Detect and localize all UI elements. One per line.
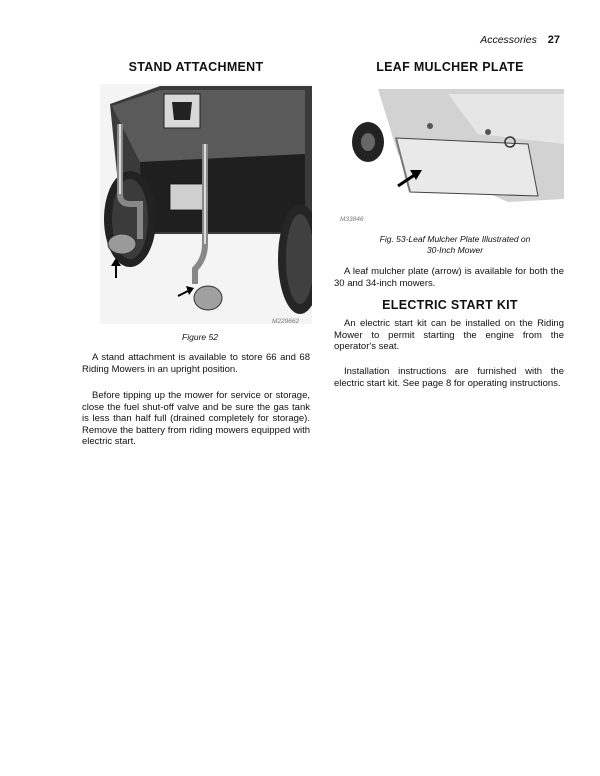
leaf-mulcher-heading: LEAF MULCHER PLATE <box>376 60 524 74</box>
leaf-mulcher-photo <box>338 84 564 216</box>
figure-53-code: M33846 <box>340 216 364 223</box>
page-number: 27 <box>547 34 560 46</box>
figure-52-code: M229662 <box>272 318 300 325</box>
figure-53-caption-line-1: Fig. 53-Leaf Mulcher Plate Illustrated on <box>379 234 531 244</box>
figure-53-caption <box>360 234 550 255</box>
electric-paragraph-2: Installation instructions are furnished with the electric start kit. See page 8 for operating instructions. <box>334 366 564 389</box>
mulcher-paragraph: A leaf mulcher plate (arrow) is available for both the 30 and 34-inch mowers. <box>334 266 564 289</box>
figure-53-caption-line-2: 30-Inch Mower <box>426 244 484 255</box>
stand-attachment-photo <box>100 84 312 324</box>
stand-attachment-heading: STAND ATTACHMENT <box>128 60 264 74</box>
electric-start-heading: ELECTRIC START KIT <box>382 298 518 312</box>
page-header <box>480 34 560 46</box>
stand-paragraph-2: Before tipping up the mower for service or storage, close the fuel shut-off valve and be sure the gas tank is less than half full (drained completely for storage). Remove the battery from riding mowers equipped with electric start. <box>82 390 310 448</box>
stand-paragraph-1: A stand attachment is available to store 66 and 68 Riding Mowers in an upright position. <box>82 352 310 375</box>
electric-paragraph-1: An electric start kit can be installed on the Riding Mower to permit starting the engine from the operator's seat. <box>334 318 564 353</box>
figure-52-caption: Figure 52 <box>182 332 218 342</box>
section-title: Accessories <box>480 34 537 46</box>
